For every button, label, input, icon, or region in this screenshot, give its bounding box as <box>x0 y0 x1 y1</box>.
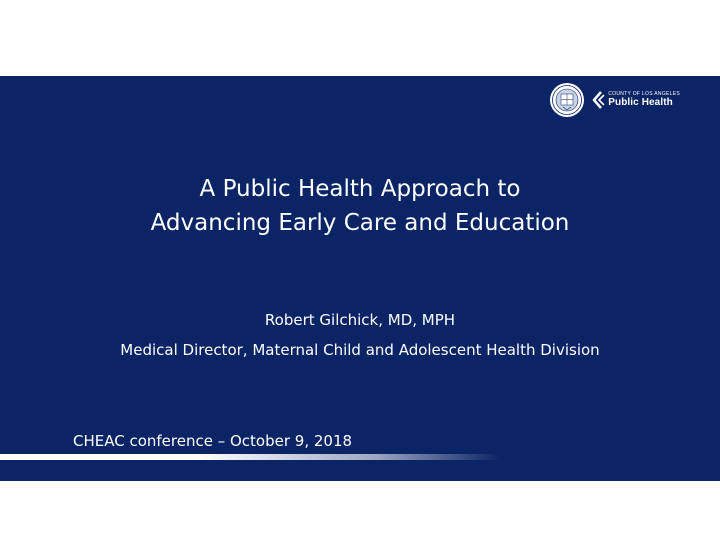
title-line-1: A Public Health Approach to <box>199 176 521 202</box>
slide <box>0 76 720 481</box>
presenter-name: Robert Gilchick, MD, MPH <box>264 311 456 329</box>
logo-name-text: Public Health <box>608 97 673 108</box>
slide-title <box>0 172 720 240</box>
public-health-mark-icon <box>591 91 605 109</box>
county-seal-icon <box>549 82 585 118</box>
title-line-2: Advancing Early Care and Education <box>150 210 570 236</box>
conference-footer: CHEAC conference – October 9, 2018 <box>73 432 353 450</box>
logo-area <box>549 82 680 118</box>
public-health-logo <box>591 91 680 109</box>
logo-county-text: COUNTY OF LOS ANGELES <box>608 91 680 97</box>
presenter-role: Medical Director, Maternal Child and Adolescent Health Division <box>120 341 600 359</box>
footer-rule <box>0 454 500 460</box>
